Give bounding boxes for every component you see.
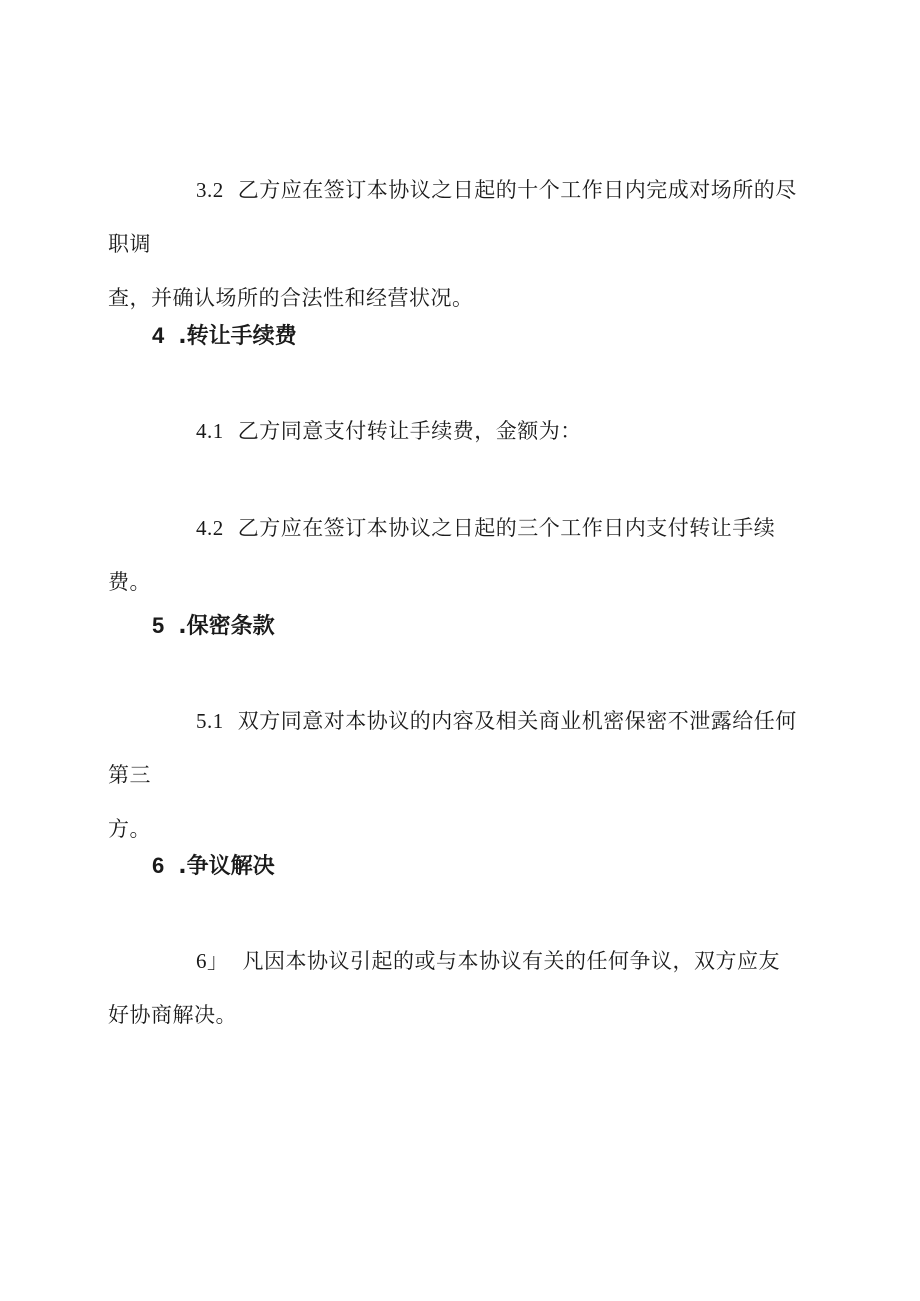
clause-3-2-line1 xyxy=(108,163,808,271)
clause-3-2-line2: 查，并确认场所的合法性和经营状况。 xyxy=(108,286,474,310)
clause-number: 6」 xyxy=(196,949,229,973)
clause-5-1-line1 xyxy=(108,694,808,802)
clause-text: 乙方应在签订本协议之日起的三个工作日内支付转让手续费。 xyxy=(108,516,776,594)
section-number: 4 xyxy=(152,323,165,348)
clause-4-1 xyxy=(108,404,808,458)
clause-5-1 xyxy=(108,694,808,856)
clause-text: 乙方应在签订本协议之日起的十个工作日内完成对场所的尽职调 xyxy=(108,178,797,256)
clause-number: 5.1 xyxy=(196,709,224,733)
section-heading-4 xyxy=(152,321,297,352)
section-number: 6 xyxy=(152,853,165,878)
clause-6-1-line2: 好协商解决。 xyxy=(108,1003,237,1027)
clause-text: 乙方同意支付转让手续费，金额为： xyxy=(237,419,582,443)
clause-4-2 xyxy=(108,501,808,609)
clause-text: 双方同意对本协议的内容及相关商业机密保密不泄露给任何第三 xyxy=(108,709,797,787)
clause-6-1 xyxy=(108,934,808,1042)
section-heading-6 xyxy=(152,851,275,882)
section-number: 5 xyxy=(152,613,165,638)
clause-number: 3.2 xyxy=(196,178,224,202)
section-title: .争议解决 xyxy=(178,854,275,879)
clause-number: 4.1 xyxy=(196,419,224,443)
clause-4-2-line1 xyxy=(108,501,808,609)
clause-5-1-line2: 方。 xyxy=(108,817,151,841)
clause-4-1-line1 xyxy=(108,404,808,458)
section-title: .保密条款 xyxy=(178,614,275,639)
section-heading-5 xyxy=(152,611,275,642)
clause-text: 凡因本协议引起的或与本协议有关的任何争议，双方应友 xyxy=(242,949,780,973)
clause-6-1-line1 xyxy=(108,934,808,988)
section-title: .转让手续费 xyxy=(178,324,297,349)
clause-number: 4.2 xyxy=(196,516,224,540)
clause-3-2 xyxy=(108,163,808,325)
